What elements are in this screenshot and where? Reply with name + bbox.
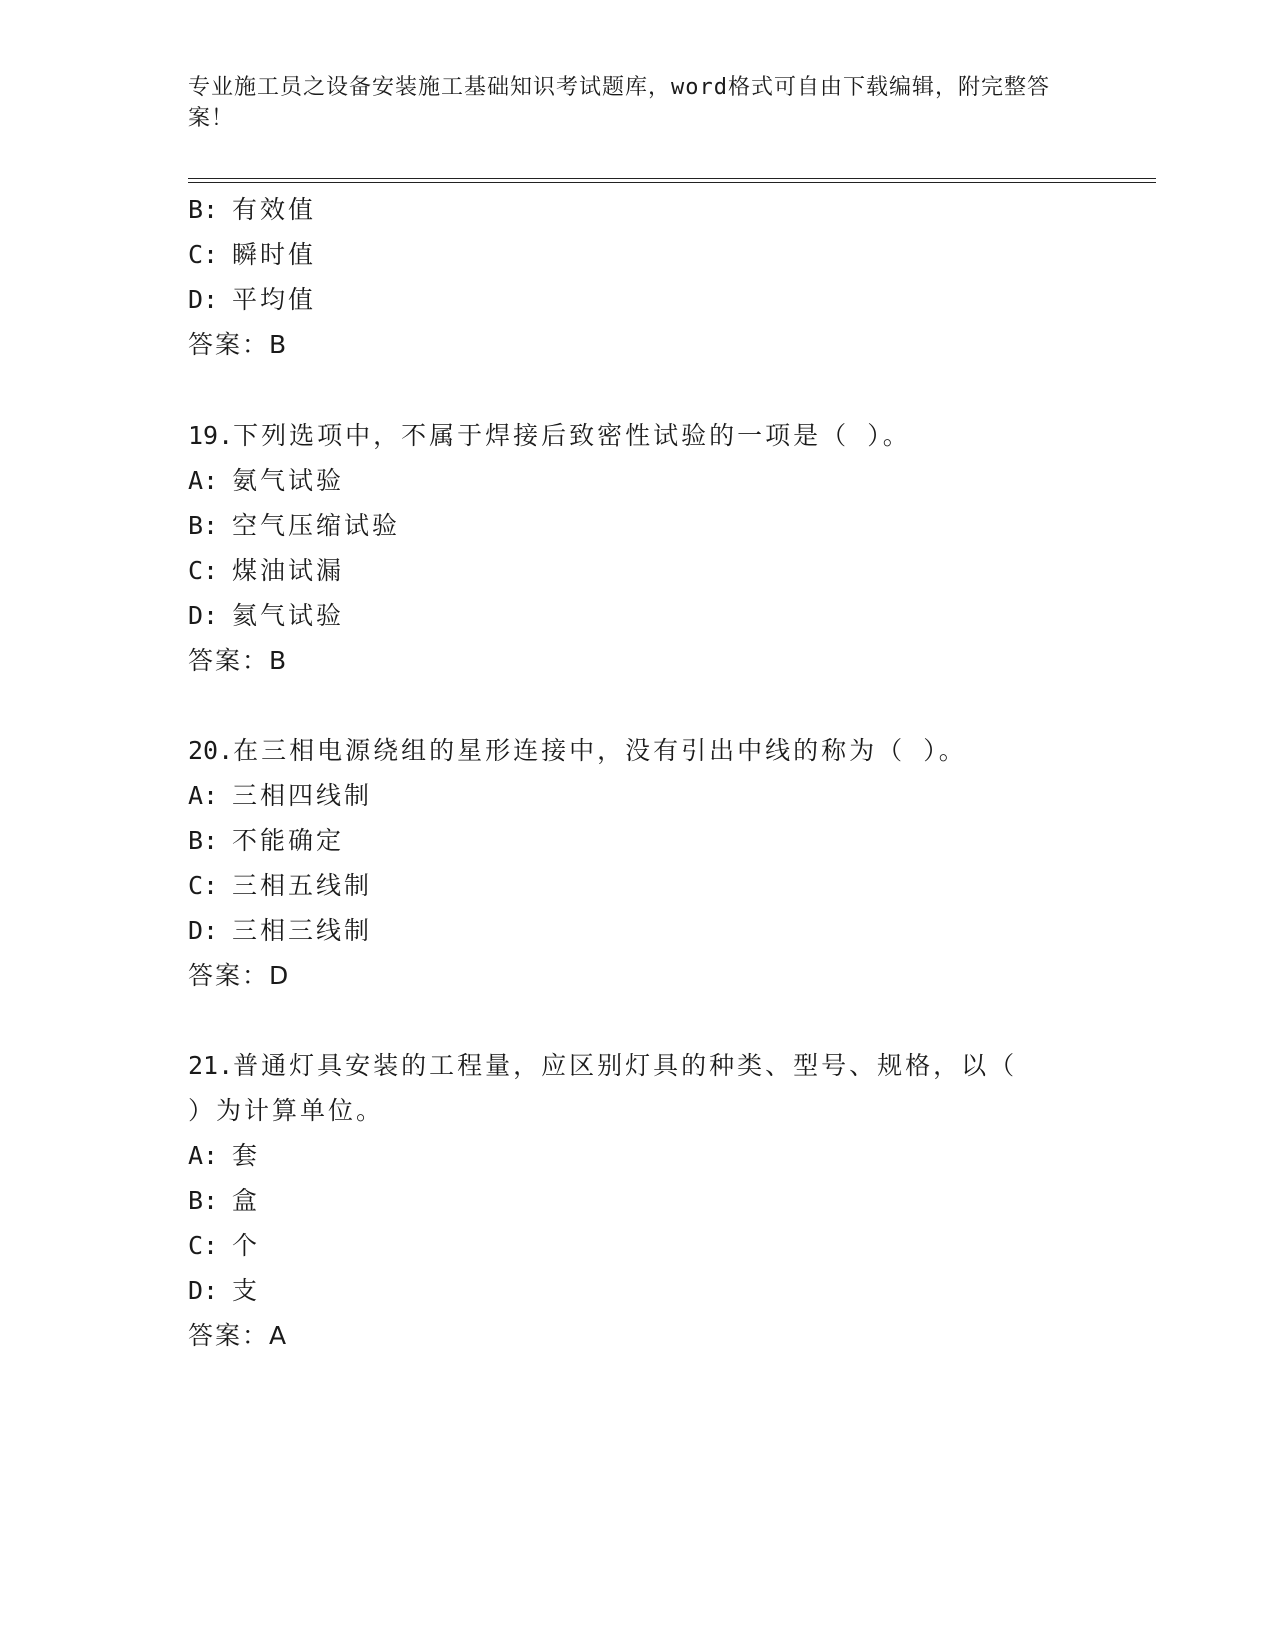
q19-option-d [188,599,344,633]
question-text: 普通灯具安装的工程量，应区别灯具的种类、型号、规格，以（ [233,1051,1018,1080]
option-label: C: [188,556,219,585]
document-header: 专业施工员之设备安装施工基础知识考试题库，word格式可自由下载编辑，附完整答案！ [188,75,1050,131]
q20-answer: 答案：D [188,961,291,990]
q18-option-b [188,193,316,227]
option-label: A: [188,781,219,810]
q19-option-b [188,509,400,543]
q21-answer: 答案：A [188,1321,289,1350]
option-text: 空气压缩试验 [232,511,401,540]
q21-option-b [188,1184,260,1218]
option-label: B: [188,195,219,224]
q21-question-line1 [188,1049,1017,1083]
q20-question [188,734,967,768]
q18-option-d [188,283,316,317]
option-text: 套 [232,1141,261,1170]
q19-question [188,419,911,453]
option-label: B: [188,826,219,855]
option-label: D: [188,916,219,945]
q20-option-d [188,914,372,948]
header-divider-bottom [188,182,1156,183]
option-label: A: [188,466,219,495]
option-text: 有效值 [232,195,317,224]
q19-option-a [188,464,344,498]
question-text: 在三相电源绕组的星形连接中，没有引出中线的称为（ ）。 [233,736,967,765]
q18-option-c [188,238,316,272]
option-text: 三相五线制 [232,871,373,900]
q20-option-a [188,779,372,813]
option-text: 氦气试验 [232,601,345,630]
option-text: 支 [232,1276,261,1305]
question-number: 21. [188,1051,234,1080]
question-number: 20. [188,736,234,765]
q21-question-line2: ）为计算单位。 [188,1096,385,1125]
option-text: 煤油试漏 [232,556,345,585]
option-text: 三相四线制 [232,781,373,810]
option-label: D: [188,1276,219,1305]
option-label: D: [188,285,219,314]
option-label: D: [188,601,219,630]
option-text: 氨气试验 [232,466,345,495]
q19-option-c [188,554,344,588]
option-label: A: [188,1141,219,1170]
q21-option-a [188,1139,260,1173]
question-number: 19. [188,421,234,450]
q21-option-d [188,1274,260,1308]
option-label: C: [188,871,219,900]
option-text: 三相三线制 [232,916,373,945]
q18-answer: 答案：B [188,330,289,359]
option-text: 个 [232,1231,261,1260]
q20-option-c [188,869,372,903]
option-label: B: [188,511,219,540]
header-divider-top [188,178,1156,179]
option-label: C: [188,240,219,269]
option-label: B: [188,1186,219,1215]
option-text: 不能确定 [232,826,345,855]
option-text: 盒 [232,1186,261,1215]
q21-option-c [188,1229,260,1263]
q19-answer: 答案：B [188,646,289,675]
q20-option-b [188,824,344,858]
option-text: 瞬时值 [232,240,317,269]
question-text: 下列选项中，不属于焊接后致密性试验的一项是（ ）。 [233,421,911,450]
option-text: 平均值 [232,285,317,314]
option-label: C: [188,1231,219,1260]
